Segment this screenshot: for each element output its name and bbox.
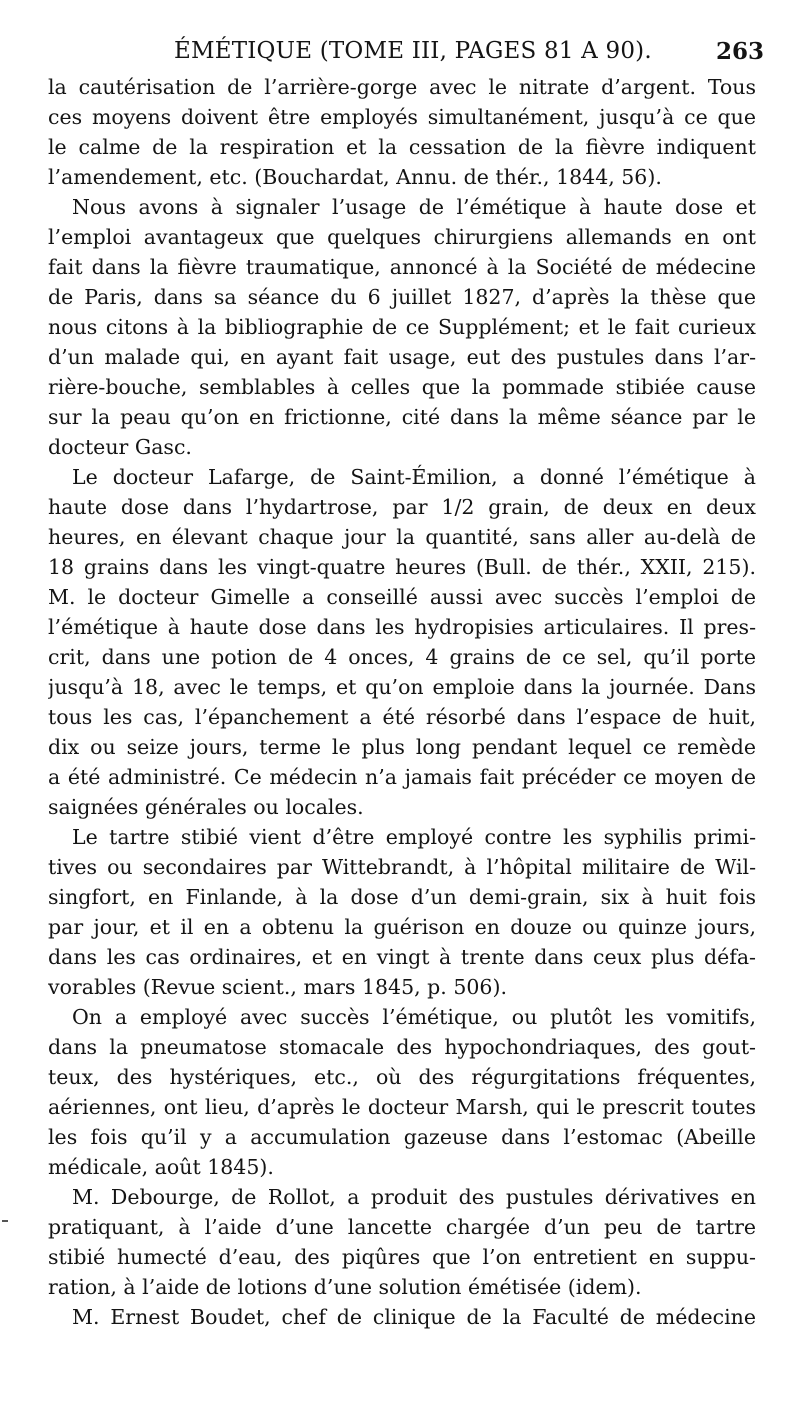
text-line: docteur Gasc. (48, 435, 192, 459)
text-line: stibié humecté d’eau, des piqûres que l’on entretient en suppu- (48, 1245, 756, 1269)
text-line: les fois qu’il y a accumulation gazeuse dans l’estomac (Abeille (48, 1125, 756, 1149)
text-line: jusqu’à 18, avec le temps, et qu’on emploie dans la journée. Dans (48, 675, 756, 699)
text-line: l’emploi avantageux que quelques chirurgiens allemands en ont (48, 225, 756, 249)
text-line: dans les cas ordinaires, et en vingt à trente dans ceux plus défa- (48, 945, 756, 969)
running-title: ÉMÉTIQUE (TOME III, PAGES 81 A 90). (174, 38, 652, 64)
text-line: M. le docteur Gimelle a conseillé aussi avec succès l’emploi de (48, 585, 756, 609)
text-line: nous citons à la bibliographie de ce Supplément; et le fait curieux (48, 315, 756, 339)
text-line: l’amendement, etc. (Bouchardat, Annu. de thér., 1844, 56). (48, 165, 662, 189)
text-line: rière-bouche, semblables à celles que la pommade stibiée cause (48, 375, 756, 399)
text-line: par jour, et il en a obtenu la guérison en douze ou quinze jours, (48, 915, 756, 939)
text-line: aériennes, ont lieu, d’après le docteur Marsh, qui le prescrit toutes (48, 1095, 756, 1119)
text-line: la cautérisation de l’arrière-gorge avec le nitrate d’argent. Tous (48, 75, 756, 99)
text-line: Le tartre stibié vient d’être employé contre les syphilis primi- (72, 825, 756, 849)
text-line: crit, dans une potion de 4 onces, 4 grains de ce sel, qu’il porte (48, 645, 756, 669)
text-line: M. Ernest Boudet, chef de clinique de la Faculté de médecine (72, 1305, 756, 1329)
text-line: On a employé avec succès l’émétique, ou plutôt les vomitifs, (72, 1005, 756, 1029)
text-line: d’un malade qui, en ayant fait usage, eut des pustules dans l’ar- (48, 345, 756, 369)
text-line: 18 grains dans les vingt-quatre heures (Bull. de thér., XXII, 215). (48, 555, 756, 579)
page-number: 263 (715, 38, 764, 65)
running-head (48, 28, 764, 72)
text-line: vorables (Revue scient., mars 1845, p. 506). (48, 975, 507, 999)
text-line: a été administré. Ce médecin n’a jamais fait précéder ce moyen de (48, 765, 756, 789)
margin-mark (2, 1220, 8, 1222)
text-line: sur la peau qu’on en frictionne, cité dans la même séance par le (48, 405, 756, 429)
text-line: pratiquant, à l’aide d’une lancette chargée d’un peu de tartre (48, 1215, 756, 1239)
text-line: tous les cas, l’épanchement a été résorbé dans l’espace de huit, (48, 705, 756, 729)
text-line: dans la pneumatose stomacale des hypochondriaques, des gout- (48, 1035, 756, 1059)
text-line: ces moyens doivent être employés simultanément, jusqu’à ce que (48, 105, 756, 129)
text-line: de Paris, dans sa séance du 6 juillet 1827, d’après la thèse que (48, 285, 756, 309)
body-text (48, 72, 756, 1332)
text-line: fait dans la fièvre traumatique, annoncé à la Société de médecine (48, 255, 756, 279)
text-line: singfort, en Finlande, à la dose d’un demi-grain, six à huit fois (48, 885, 756, 909)
text-line: Nous avons à signaler l’usage de l’émétique à haute dose et (72, 195, 756, 219)
text-line: tives ou secondaires par Wittebrandt, à l’hôpital militaire de Wil- (48, 855, 756, 879)
text-line: médicale, août 1845). (48, 1155, 274, 1179)
text-line: ration, à l’aide de lotions d’une solution émétisée (idem). (48, 1275, 642, 1299)
text-line: M. Debourge, de Rollot, a produit des pustules dérivatives en (72, 1185, 756, 1209)
text-line: l’émétique à haute dose dans les hydropisies articulaires. Il pres- (48, 615, 756, 639)
text-line: heures, en élevant chaque jour la quantité, sans aller au-delà de (48, 525, 756, 549)
text-line: dix ou seize jours, terme le plus long pendant lequel ce remède (48, 735, 756, 759)
text-line: Le docteur Lafarge, de Saint-Émilion, a donné l’émétique à (72, 465, 756, 489)
text-line: haute dose dans l’hydartrose, par 1/2 grain, de deux en deux (48, 495, 756, 519)
text-line: teux, des hystériques, etc., où des régurgitations fréquentes, (48, 1065, 756, 1089)
text-line: saignées générales ou locales. (48, 795, 364, 819)
text-line: le calme de la respiration et la cessation de la fièvre indiquent (48, 135, 756, 159)
